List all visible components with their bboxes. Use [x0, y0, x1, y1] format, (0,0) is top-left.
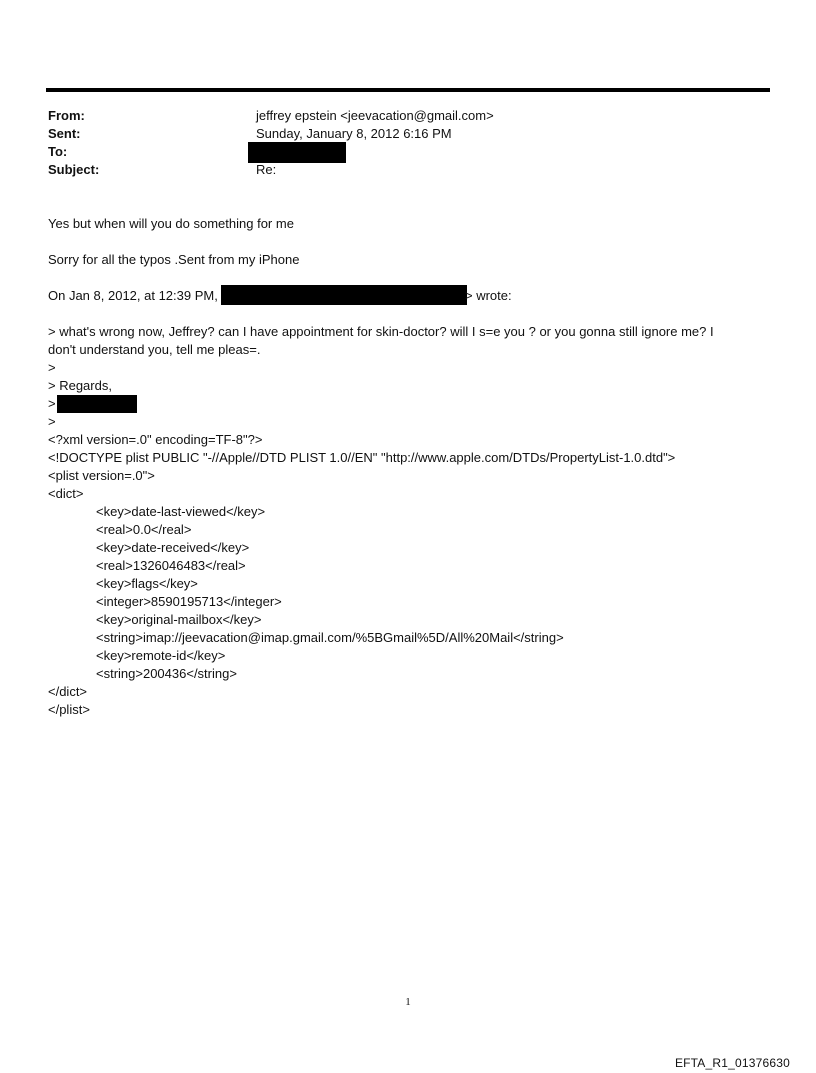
quoted-line: > Regards, — [48, 378, 112, 393]
quoted-line: don't understand you, tell me pleas=. — [48, 342, 261, 357]
from-label: From: — [48, 108, 85, 123]
subject-value: Re: — [256, 162, 277, 177]
to-label: To: — [48, 144, 68, 159]
sent-value: Sunday, January 8, 2012 6:16 PM — [256, 126, 452, 141]
xml-line: <string>200436</string> — [96, 666, 237, 681]
xml-line: <string>imap://jeevacation@imap.gmail.com/%5BGmail%5D/All%20Mail</string> — [96, 630, 564, 645]
xml-line: <?xml version=.0" encoding=TF-8"?> — [48, 432, 263, 447]
quote-intro-suffix: > wrote: — [465, 288, 512, 303]
xml-line: <dict> — [48, 486, 84, 501]
quoted-line: > what's wrong now, Jeffrey? can I have appointment for skin-doctor? will I s=e you ? or you gonna still ignore me? I — [48, 324, 714, 339]
sender-redaction — [221, 285, 467, 305]
subject-label: Subject: — [48, 162, 100, 177]
xml-line: </dict> — [48, 684, 88, 699]
xml-line: </plist> — [48, 702, 90, 717]
xml-line: <key>date-received</key> — [96, 540, 250, 555]
document-id: EFTA_R1_01376630 — [674, 1056, 790, 1070]
to-redaction — [248, 142, 346, 163]
xml-line: <key>original-mailbox</key> — [96, 612, 262, 627]
xml-line: <plist version=.0"> — [48, 468, 155, 483]
quote-intro-prefix: On Jan 8, 2012, at 12:39 PM, — [48, 288, 218, 303]
xml-line: <real>0.0</real> — [96, 522, 192, 537]
xml-line: <key>date-last-viewed</key> — [96, 504, 266, 519]
xml-line: <key>remote-id</key> — [96, 648, 226, 663]
top-rule — [46, 88, 770, 92]
quoted-line: > — [48, 414, 56, 429]
xml-line: <real>1326046483</real> — [96, 558, 246, 573]
body-line: Sorry for all the typos .Sent from my iPhone — [48, 252, 300, 267]
from-value: jeffrey epstein <jeevacation@gmail.com> — [256, 108, 494, 123]
signature-redaction — [57, 395, 137, 413]
body-line: Yes but when will you do something for me — [48, 216, 294, 231]
xml-line: <key>flags</key> — [96, 576, 198, 591]
page-number: 1 — [405, 996, 411, 1008]
sent-label: Sent: — [48, 126, 81, 141]
quoted-line: > — [48, 396, 56, 411]
xml-line: <integer>8590195713</integer> — [96, 594, 282, 609]
xml-line: <!DOCTYPE plist PUBLIC "-//Apple//DTD PLIST 1.0//EN" "http://www.apple.com/DTDs/PropertyList-1.0.dtd"> — [48, 450, 676, 465]
quoted-line: > — [48, 360, 56, 375]
